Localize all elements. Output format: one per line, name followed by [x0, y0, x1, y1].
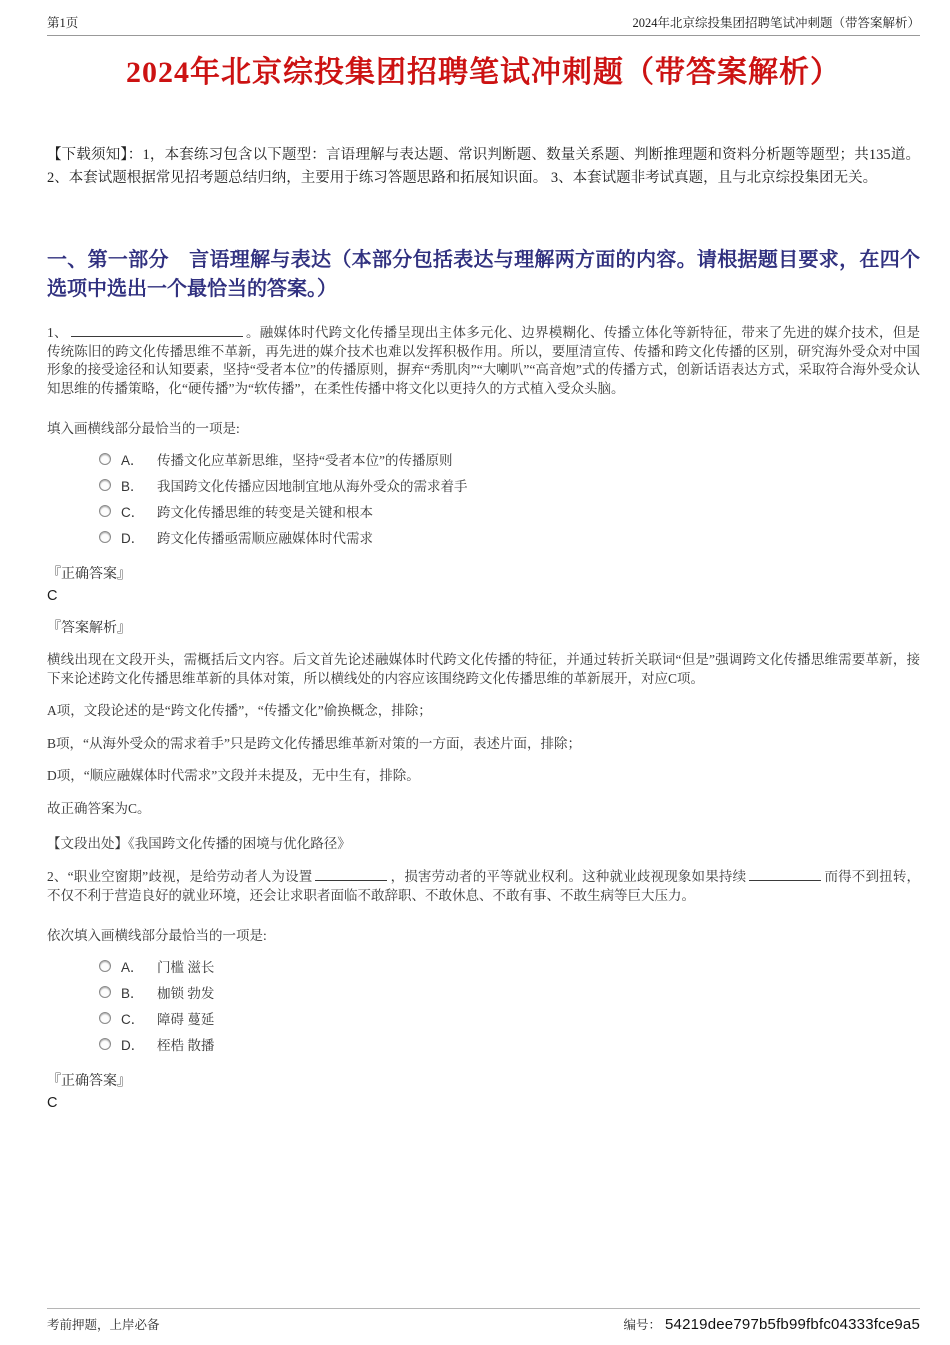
code-value: 54219dee797b5fb99fbfc04333fce9a5: [665, 1316, 920, 1333]
page-header: [47, 0, 920, 31]
option-text: 我国跨文化传播应因地制宜地从海外受众的需求着手: [157, 479, 468, 494]
analysis-label: 『答案解析』: [47, 621, 131, 636]
option-text: 传播文化应革新思维，坚持“受者本位”的传播原则: [157, 453, 453, 468]
radio-icon[interactable]: [99, 986, 111, 998]
page-footer: [47, 1308, 920, 1333]
question-2-text-part: ，损害劳动者的平等就业权利。这种就业歧视现象如果持续: [390, 869, 747, 884]
question-2-options: [47, 953, 920, 1057]
analysis-conclusion: 故正确答案为C。: [47, 800, 151, 816]
blank-underline: [315, 868, 387, 881]
radio-icon[interactable]: [99, 960, 111, 972]
header-rule: [47, 35, 920, 36]
footer-rule: [47, 1308, 920, 1309]
page-number: 第1页: [47, 16, 79, 30]
option-letter: D．: [121, 531, 145, 546]
document-title: 2024年北京综投集团招聘笔试冲刺题（带答案解析）: [126, 56, 841, 89]
option-letter: B．: [121, 479, 144, 494]
question-1-text: 。融媒体时代跨文化传播呈现出主体多元化、边界模糊化、传播立体化等新特征，带来了先进的媒介技术，但是传统陈旧的跨文化传播思维不革新，再先进的媒介技术也难以发挥积极作用。所以，要厘清宣传、传播和跨文化传播的区别，研究海外受众对中国形象的接受途径和认知要素，坚持“受者本位”的传播原则，摒弃“秀肌肉”“大喇叭”“高音炮”式的传播方式，创新话语表达方式，采取符合海外受众认知思维的传播策略，化“硬传播”为“软传播”，在柔性传播中将文化以更持久的方式植入受众头脑。: [47, 325, 921, 396]
option-letter: D．: [121, 1038, 145, 1053]
option-text: 跨文化传播思维的转变是关键和根本: [157, 505, 373, 520]
question-1-prompt: 填入画横线部分最恰当的一项是:: [47, 421, 240, 436]
option-text: 跨文化传播亟需顺应融媒体时代需求: [157, 531, 373, 546]
question-2-text-part: “职业空窗期”歧视，是给劳动者人为设置: [67, 869, 313, 884]
question-1-option-a[interactable]: [99, 446, 920, 472]
correct-answer-value: C: [47, 1095, 58, 1111]
correct-answer-value: C: [47, 588, 58, 604]
option-text: 枷锁 勃发: [157, 986, 215, 1001]
blank-underline: [749, 868, 821, 881]
option-letter: C．: [121, 505, 145, 520]
radio-icon[interactable]: [99, 531, 111, 543]
radio-icon[interactable]: [99, 479, 111, 491]
radio-icon[interactable]: [99, 1012, 111, 1024]
option-text: 桎梏 散播: [157, 1038, 215, 1053]
passage-source: 【文段出处】《我国跨文化传播的困境与优化路径》: [47, 836, 351, 851]
question-1-number: 1、: [47, 325, 68, 340]
radio-icon[interactable]: [99, 505, 111, 517]
footer-slogan: 考前押题，上岸必备: [47, 1318, 160, 1332]
radio-icon[interactable]: [99, 1038, 111, 1050]
analysis-paragraph: 横线出现在文段开头，需概括后文内容。后文首先论述融媒体时代跨文化传播的特征，并通过转折关联词“但是”强调跨文化传播思维需要革新，接下来论述跨文化传播思维革新的具体对策，所以横线处的内容应该围绕跨文化传播思维的革新展开，对应C项。: [47, 652, 920, 686]
header-running-title: 2024年北京综投集团招聘笔试冲刺题（带答案解析）: [632, 16, 920, 30]
option-letter: C．: [121, 1012, 145, 1027]
question-1-option-d[interactable]: [99, 524, 920, 550]
question-2-option-d[interactable]: [99, 1031, 920, 1057]
question-2-number: 2、: [47, 869, 68, 884]
option-letter: A．: [121, 453, 144, 468]
question-2-option-c[interactable]: [99, 1005, 920, 1031]
question-2-stem: [47, 868, 920, 905]
radio-icon[interactable]: [99, 453, 111, 465]
analysis-paragraph: A项，文段论述的是“跨文化传播”，“传播文化”偷换概念，排除；: [47, 703, 432, 718]
question-2-option-a[interactable]: [99, 953, 920, 979]
document-code: [624, 1315, 921, 1333]
question-2-prompt: 依次填入画横线部分最恰当的一项是:: [47, 928, 267, 943]
option-text: 门槛 滋长: [157, 960, 215, 975]
download-notice: 【下载须知】：1，本套练习包含以下题型：言语理解与表达题、常识判断题、数量关系题、判断推理题和资料分析题等题型；共135道。 2、本套试题根据常见招考题总结归纳，主要用于练习答题思路和拓展知识面。 3、本套试题非考试真题，且与北京综投集团无关。: [47, 147, 920, 186]
option-text: 障碍 蔓延: [157, 1012, 215, 1027]
correct-answer-label: 『正确答案』: [47, 567, 131, 582]
question-1-stem: [47, 324, 920, 398]
code-label: 编号：: [623, 1318, 662, 1332]
blank-underline: [71, 324, 243, 337]
question-2-option-b[interactable]: [99, 979, 920, 1005]
option-letter: A．: [121, 960, 144, 975]
question-2-text-part: 而得不到扭转，不仅不利于营造良好的就业环境，还会让求职者面临不敢辞职、不敢休息、不敢有事、不敢生病等巨大压力。: [47, 869, 921, 903]
correct-answer-label: 『正确答案』: [47, 1074, 131, 1089]
question-1-option-b[interactable]: [99, 472, 920, 498]
section-heading: 一、第一部分 言语理解与表达（本部分包括表达与理解两方面的内容。请根据题目要求，在四个选项中选出一个最恰当的答案。）: [47, 249, 920, 300]
analysis-paragraph: D项，“顺应融媒体时代需求”文段并未提及，无中生有，排除。: [47, 768, 420, 783]
question-1-options: [47, 446, 920, 550]
analysis-paragraph: B项，“从海外受众的需求着手”只是跨文化传播思维革新对策的一方面，表述片面，排除；: [47, 735, 581, 751]
question-1-option-c[interactable]: [99, 498, 920, 524]
option-letter: B．: [121, 986, 144, 1001]
